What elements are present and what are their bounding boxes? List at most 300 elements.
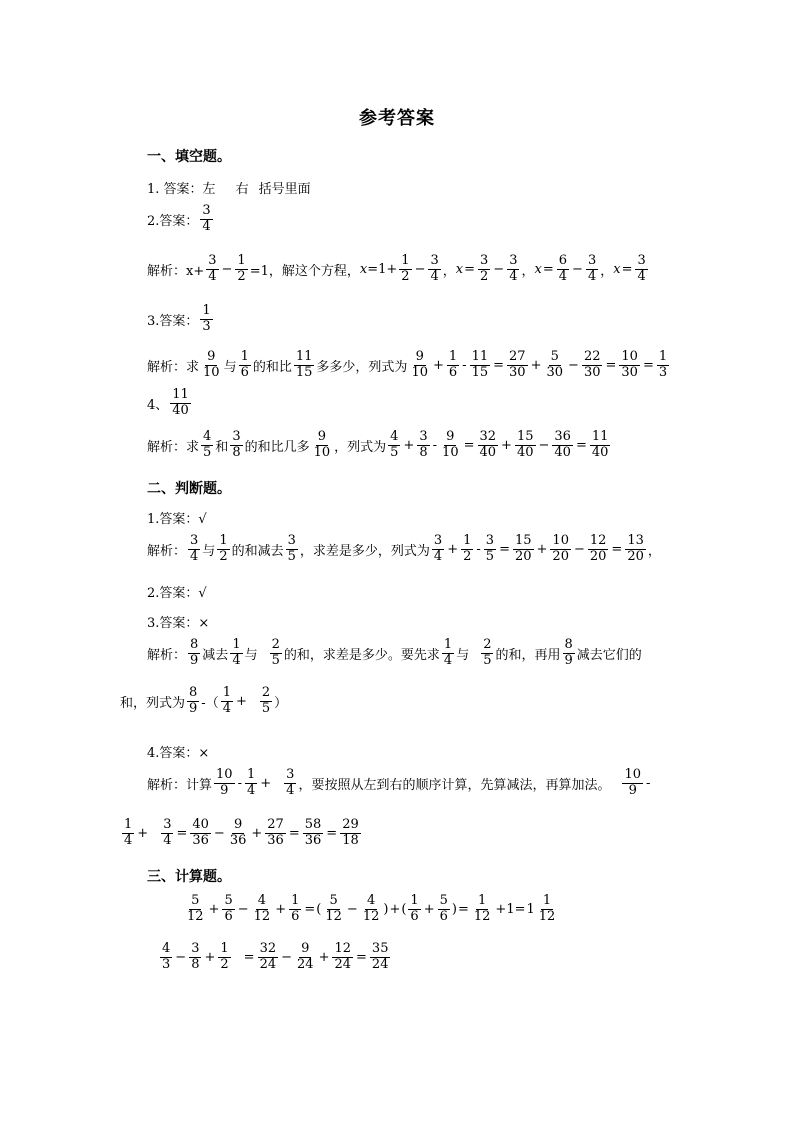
numerator: 8 <box>189 685 198 700</box>
numerator: 32 <box>259 941 277 956</box>
numerator: 22 <box>583 349 601 364</box>
denominator: 24 <box>334 956 352 972</box>
denominator: 8 <box>232 444 241 460</box>
numerator: 1 <box>443 637 453 652</box>
text-segment: − <box>281 949 293 965</box>
denominator: 24 <box>259 956 277 972</box>
fraction <box>550 534 571 565</box>
numerator: 3 <box>232 429 241 444</box>
denominator: 4 <box>286 782 295 798</box>
fraction <box>586 254 598 285</box>
numerator: 13 <box>627 533 644 548</box>
text-segment: 的和减去 <box>231 543 284 559</box>
numerator: 35 <box>371 941 389 956</box>
text-segment: + <box>137 825 149 841</box>
numerator: 12 <box>589 533 607 548</box>
text-segment: ， <box>647 543 661 559</box>
denominator: 20 <box>589 548 607 564</box>
denominator: 4 <box>202 218 211 234</box>
text-segment: = <box>288 825 300 841</box>
numerator: 12 <box>334 941 352 956</box>
denominator: 9 <box>564 652 573 668</box>
fraction <box>590 430 611 461</box>
denominator: 4 <box>558 268 568 284</box>
numerator: 1 <box>202 303 211 318</box>
denominator: 4 <box>163 832 172 848</box>
fraction <box>201 430 213 461</box>
numerator: 4 <box>366 893 376 908</box>
text-segment: ( <box>401 901 407 917</box>
fraction <box>284 768 296 799</box>
text-segment: + <box>260 775 272 791</box>
numerator: 3 <box>587 253 597 268</box>
fraction <box>563 638 575 669</box>
denominator: 2 <box>220 956 229 972</box>
text-segment: − <box>175 949 187 965</box>
numerator: 10 <box>621 349 638 364</box>
judge-explanation-4 <box>147 768 667 799</box>
numerator: 1 <box>240 349 249 364</box>
denominator: 3 <box>162 956 171 972</box>
numerator: 4 <box>390 429 399 444</box>
text-segment: + <box>389 901 401 917</box>
text-segment: + <box>423 901 435 917</box>
numerator: 15 <box>516 429 534 444</box>
numerator: 3 <box>637 253 646 268</box>
section-calculation: 三、计算题。 <box>147 869 231 885</box>
fraction <box>295 942 316 973</box>
text-segment: - <box>237 775 242 791</box>
fraction <box>625 534 646 565</box>
numerator: 3 <box>430 253 439 268</box>
numerator: 5 <box>191 893 200 908</box>
denominator: 2 <box>237 268 246 284</box>
answer-3 <box>147 304 215 335</box>
text-segment: 2.答案： <box>147 213 199 229</box>
denominator: 40 <box>591 444 609 460</box>
text-segment: 括号里面 <box>258 182 311 197</box>
numerator: 27 <box>509 349 526 364</box>
text-segment: 右 <box>235 182 249 197</box>
fraction <box>228 818 249 849</box>
denominator: 5 <box>203 444 212 460</box>
numerator: 10 <box>216 767 233 782</box>
numerator: 11 <box>591 429 609 444</box>
denominator: 24 <box>371 956 389 972</box>
denominator: 2 <box>463 548 472 564</box>
numerator: 58 <box>304 817 322 832</box>
denominator: 9 <box>220 782 229 798</box>
fraction <box>160 942 172 973</box>
fraction <box>470 350 491 381</box>
denominator: 18 <box>342 832 359 848</box>
numerator: 1 <box>222 685 231 700</box>
fraction <box>218 942 230 973</box>
fraction <box>161 818 173 849</box>
text-segment: 的和，求差是多少。要先求 <box>283 647 440 663</box>
denominator: 30 <box>509 364 526 380</box>
text-segment: − <box>237 901 249 917</box>
numerator: 2 <box>271 637 280 652</box>
fraction <box>428 254 440 285</box>
fraction <box>188 638 200 669</box>
denominator: 5 <box>483 652 492 668</box>
denominator: 12 <box>362 908 380 924</box>
text-segment: = <box>176 825 188 841</box>
fraction <box>201 350 222 381</box>
text-segment: ） <box>274 695 288 711</box>
text-segment: 减去 <box>202 647 229 663</box>
calculation-2 <box>158 942 392 973</box>
answer-2 <box>147 204 215 235</box>
fraction <box>200 304 212 335</box>
text-segment: ， <box>521 263 535 279</box>
numerator: 4 <box>162 941 171 956</box>
numerator: 32 <box>479 429 497 444</box>
fraction <box>635 254 647 285</box>
denominator: 40 <box>172 402 189 418</box>
text-segment: - <box>432 437 438 453</box>
judge-answer-2: 2.答案：√ <box>147 586 207 601</box>
fraction <box>461 534 473 565</box>
explanation-2 <box>147 254 650 285</box>
answer-4 <box>147 388 193 419</box>
text-segment: 的和比 <box>252 359 292 375</box>
numerator: 1 <box>124 817 133 832</box>
text-segment: = <box>243 949 255 965</box>
text-segment: 解析： <box>147 543 187 559</box>
numerator: 15 <box>514 533 532 548</box>
denominator: 36 <box>304 832 322 848</box>
numerator: 36 <box>554 429 571 444</box>
fraction <box>552 430 573 461</box>
fraction <box>245 768 257 799</box>
numerator: 3 <box>419 429 428 444</box>
text-segment: ( <box>316 901 322 917</box>
denominator: 30 <box>621 364 638 380</box>
fraction <box>200 204 212 235</box>
fraction <box>409 350 430 381</box>
text-segment: 3.答案： <box>147 313 199 329</box>
numerator: 4 <box>203 429 212 444</box>
numerator: 8 <box>190 637 199 652</box>
denominator: 6 <box>291 908 300 924</box>
denominator: 5 <box>261 700 271 716</box>
denominator: 12 <box>253 908 271 924</box>
fraction <box>294 350 315 381</box>
text-segment: + <box>204 949 216 965</box>
numerator: 1 <box>658 349 668 364</box>
fraction <box>323 894 344 925</box>
section-fill-blank: 一、填空题。 <box>147 149 231 165</box>
numerator: 3 <box>202 203 211 218</box>
denominator: 6 <box>224 908 233 924</box>
fraction <box>221 686 233 717</box>
text-segment: ， <box>600 263 614 279</box>
text-segment: + <box>208 901 220 917</box>
text-segment: 减去它们的 <box>576 647 642 663</box>
text-segment: − <box>493 261 505 277</box>
explanation-3 <box>147 350 671 381</box>
fraction <box>399 254 411 285</box>
fraction <box>537 894 558 925</box>
denominator: 3 <box>658 364 668 380</box>
numerator: 11 <box>295 349 313 364</box>
text-segment: − <box>568 357 579 373</box>
text-segment: = <box>464 261 476 277</box>
denominator: 4 <box>433 548 443 564</box>
fraction <box>170 388 191 419</box>
denominator: 10 <box>442 444 459 460</box>
denominator: 30 <box>583 364 601 380</box>
numerator: 3 <box>480 253 489 268</box>
denominator: 4 <box>443 652 453 668</box>
text-segment: = <box>326 825 338 841</box>
fraction <box>478 254 490 285</box>
text-segment: - <box>646 775 651 791</box>
fraction <box>544 350 565 381</box>
numerator: 1 <box>246 767 256 782</box>
fraction <box>206 254 218 285</box>
denominator: 5 <box>271 652 280 668</box>
denominator: 6 <box>448 364 458 380</box>
fraction <box>230 430 242 461</box>
denominator: 4 <box>246 782 256 798</box>
text-segment: 和 <box>215 439 229 455</box>
fraction <box>478 430 499 461</box>
denominator: 6 <box>439 908 448 924</box>
judge-explanation-4-cont <box>120 818 363 849</box>
text-segment: + <box>275 901 287 917</box>
denominator: 4 <box>124 832 133 848</box>
denominator: 8 <box>191 956 200 972</box>
fraction <box>214 768 235 799</box>
text-segment: x <box>613 261 621 277</box>
section-judgement: 二、判断题。 <box>147 481 231 497</box>
text-segment: 4、 <box>147 397 169 413</box>
text-segment: − <box>538 437 550 453</box>
text-segment: = <box>457 901 469 917</box>
denominator: 5 <box>287 548 296 564</box>
text-segment: ) <box>383 901 389 917</box>
denominator: 4 <box>587 268 597 284</box>
denominator: 8 <box>419 444 428 460</box>
fraction <box>432 534 444 565</box>
denominator: 20 <box>627 548 644 564</box>
fraction <box>507 254 519 285</box>
text-segment: + <box>501 437 512 453</box>
text-segment: + <box>536 541 548 557</box>
denominator: 2 <box>401 268 410 284</box>
numerator: 3 <box>191 941 200 956</box>
fraction <box>442 638 454 669</box>
numerator: 1 <box>448 349 458 364</box>
text-segment: = <box>575 437 587 453</box>
denominator: 9 <box>628 782 637 798</box>
denominator: 36 <box>267 832 284 848</box>
text-segment: = <box>605 357 617 373</box>
fraction <box>230 638 242 669</box>
fraction <box>222 894 234 925</box>
numerator: 9 <box>317 429 327 444</box>
text-segment: − <box>221 261 233 277</box>
fraction <box>312 430 333 461</box>
text-segment: = <box>642 357 654 373</box>
numerator: 29 <box>342 817 359 832</box>
numerator: 1 <box>291 893 300 908</box>
judge-explanation-3-cont <box>120 686 287 717</box>
text-segment: = <box>499 541 510 557</box>
denominator: 40 <box>479 444 497 460</box>
text-segment: = <box>621 261 633 277</box>
text-segment: 多多少，列式为 <box>316 359 408 375</box>
text-segment: 1. 答案： <box>147 182 203 197</box>
numerator: 1 <box>401 253 410 268</box>
text-segment: 与 <box>456 647 470 663</box>
fraction <box>588 534 609 565</box>
fraction <box>260 686 272 717</box>
numerator: 8 <box>564 637 573 652</box>
fraction <box>507 350 528 381</box>
fraction <box>438 894 450 925</box>
fraction <box>622 768 643 799</box>
denominator: 4 <box>232 652 241 668</box>
text-segment: ， <box>442 263 456 279</box>
denominator: 6 <box>410 908 419 924</box>
denominator: 15 <box>295 364 313 380</box>
numerator: 1 <box>219 533 228 548</box>
numerator: 3 <box>208 253 217 268</box>
denominator: 5 <box>390 444 399 460</box>
fraction <box>187 686 199 717</box>
text-segment: 解析：求 <box>147 359 200 375</box>
denominator: 4 <box>222 700 231 716</box>
numerator: 3 <box>286 767 295 782</box>
text-segment: 的和，再用 <box>495 647 561 663</box>
numerator: 2 <box>483 637 492 652</box>
text-segment: − <box>346 901 358 917</box>
numerator: 10 <box>624 767 641 782</box>
denominator: 3 <box>202 318 211 334</box>
denominator: 20 <box>514 548 532 564</box>
numerator: 6 <box>558 253 568 268</box>
numerator: 1 <box>478 893 487 908</box>
text-segment: + <box>530 357 542 373</box>
fraction <box>332 942 353 973</box>
fraction <box>185 894 206 925</box>
denominator: 9 <box>190 652 199 668</box>
fraction <box>619 350 640 381</box>
fraction <box>258 942 279 973</box>
numerator: 3 <box>509 253 518 268</box>
fraction <box>235 254 247 285</box>
numerator: 3 <box>190 533 199 548</box>
fraction <box>370 942 391 973</box>
text-segment: 1 <box>526 901 535 917</box>
denominator: 4 <box>190 548 199 564</box>
text-segment: 与 <box>223 359 237 375</box>
text-segment: x <box>455 261 464 277</box>
fraction <box>289 894 301 925</box>
fraction <box>447 350 459 381</box>
fraction <box>188 534 200 565</box>
numerator: 9 <box>415 349 424 364</box>
numerator: 40 <box>192 817 209 832</box>
text-segment: = <box>304 901 316 917</box>
text-segment: − <box>414 261 426 277</box>
fraction <box>270 638 282 669</box>
denominator: 2 <box>219 548 228 564</box>
text-segment: ，列式为 <box>334 439 387 455</box>
fraction <box>286 534 298 565</box>
numerator: 5 <box>224 893 233 908</box>
numerator: 2 <box>261 685 271 700</box>
fraction <box>190 818 211 849</box>
fraction <box>252 894 273 925</box>
judge-explanation-3 <box>147 638 642 669</box>
judge-answer-4: 4.答案：× <box>147 746 210 761</box>
text-segment: − <box>213 825 225 841</box>
denominator: 10 <box>313 444 331 460</box>
text-segment: + <box>447 541 459 557</box>
judge-answer-1: 1.答案：√ <box>147 512 207 527</box>
fraction <box>515 430 536 461</box>
denominator: 36 <box>192 832 209 848</box>
text-segment: 解析：计算 <box>147 777 213 793</box>
denominator: 4 <box>430 268 439 284</box>
numerator: 3 <box>485 533 495 548</box>
numerator: 9 <box>446 429 455 444</box>
fraction <box>388 430 400 461</box>
text-segment: = <box>463 437 475 453</box>
text-segment: 和，列式为 <box>120 695 186 711</box>
text-segment: 与 <box>202 543 216 559</box>
numerator: 5 <box>329 893 338 908</box>
text-segment: - <box>462 357 467 373</box>
text-segment: = <box>542 261 554 277</box>
text-segment: ) <box>451 901 457 917</box>
denominator: 10 <box>203 364 220 380</box>
numerator: 9 <box>301 941 310 956</box>
denominator: 12 <box>473 908 491 924</box>
denominator: 10 <box>411 364 428 380</box>
fraction <box>481 638 493 669</box>
numerator: 11 <box>471 349 489 364</box>
fraction <box>340 818 361 849</box>
denominator: 30 <box>546 364 564 380</box>
fraction <box>408 894 420 925</box>
numerator: 1 <box>463 533 472 548</box>
text-segment: + <box>235 693 247 709</box>
numerator: 5 <box>550 349 559 364</box>
fraction <box>239 350 251 381</box>
text-segment: - <box>476 541 481 557</box>
denominator: 4 <box>637 268 646 284</box>
text-segment: − <box>572 261 583 277</box>
text-segment: = <box>493 357 505 373</box>
text-segment: + <box>318 949 330 965</box>
text-segment: +1= <box>495 901 526 917</box>
denominator: 24 <box>297 956 314 972</box>
fraction <box>472 894 493 925</box>
denominator: 4 <box>208 268 217 284</box>
numerator: 3 <box>163 817 172 832</box>
numerator: 5 <box>439 893 448 908</box>
denominator: 4 <box>509 268 518 284</box>
text-segment: 解析：求 <box>147 439 200 455</box>
text-segment: − <box>573 541 585 557</box>
fraction <box>440 430 461 461</box>
